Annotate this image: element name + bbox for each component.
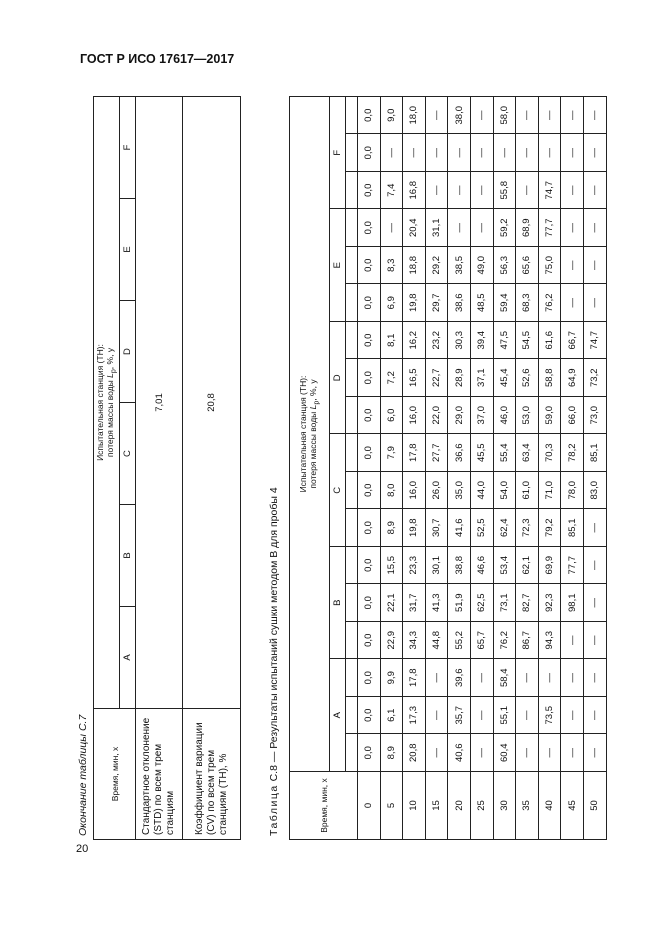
time-cell: 0 xyxy=(358,772,381,840)
value-cell: 63,4 xyxy=(516,434,539,472)
table-row xyxy=(470,97,493,840)
table-c8 xyxy=(289,96,607,840)
value-cell: 73,2 xyxy=(583,359,606,397)
value-cell: — xyxy=(516,97,539,135)
value-cell: 0,0 xyxy=(358,134,381,172)
value-cell: 0,0 xyxy=(358,209,381,247)
time-cell: 50 xyxy=(583,772,606,840)
value-cell: 29,7 xyxy=(425,284,448,322)
value-cell: 45,4 xyxy=(493,359,516,397)
value-cell: 8,0 xyxy=(380,472,403,510)
lab-header: D xyxy=(330,322,346,435)
value-cell: 6,1 xyxy=(380,697,403,735)
value-cell: 17,8 xyxy=(403,434,426,472)
value-cell: — xyxy=(425,659,448,697)
value-cell: — xyxy=(538,734,561,772)
value-cell: 23,2 xyxy=(425,322,448,360)
value-cell: — xyxy=(516,697,539,735)
value-cell: — xyxy=(448,172,471,210)
value-cell: 7,4 xyxy=(380,172,403,210)
value-cell: 0,0 xyxy=(358,397,381,435)
lab-header: E xyxy=(330,209,346,322)
value-cell: — xyxy=(380,134,403,172)
value-cell: 76,2 xyxy=(538,284,561,322)
value-cell: 56,3 xyxy=(493,247,516,285)
time-cell: 35 xyxy=(516,772,539,840)
value-cell: 0,0 xyxy=(358,547,381,585)
table-row xyxy=(358,97,381,840)
value-cell: 74,7 xyxy=(583,322,606,360)
lab-header: F xyxy=(120,97,136,199)
lab-header: A xyxy=(120,607,136,709)
value-cell: 73,0 xyxy=(583,397,606,435)
value-cell: 41,3 xyxy=(425,584,448,622)
value-cell: 38,8 xyxy=(448,547,471,585)
value-cell: 68,3 xyxy=(516,284,539,322)
value-cell: 41,6 xyxy=(448,509,471,547)
value-cell: 55,2 xyxy=(448,622,471,660)
value-cell: 75,0 xyxy=(538,247,561,285)
value-cell: — xyxy=(583,622,606,660)
time-cell: 30 xyxy=(493,772,516,840)
value-cell: 28,9 xyxy=(448,359,471,397)
value-cell: — xyxy=(470,659,493,697)
table-c7-caption: Окончание таблицы С.7 xyxy=(77,714,89,836)
value-cell: — xyxy=(583,172,606,210)
value-cell: 58,8 xyxy=(538,359,561,397)
value-cell: 73,5 xyxy=(538,697,561,735)
page-number: 20 xyxy=(76,843,89,855)
value-cell: 59,0 xyxy=(538,397,561,435)
value-cell: 0,0 xyxy=(358,659,381,697)
time-cell: 45 xyxy=(561,772,584,840)
value-cell: — xyxy=(470,697,493,735)
value-cell: 38,5 xyxy=(448,247,471,285)
cv-label: Коэффициент вариации (CV) по всем трем станциям (ТН), % xyxy=(183,709,241,840)
value-cell: 55,8 xyxy=(493,172,516,210)
value-cell: 94,3 xyxy=(538,622,561,660)
value-cell: 85,1 xyxy=(583,434,606,472)
value-cell: 39,4 xyxy=(470,322,493,360)
value-cell: — xyxy=(425,97,448,135)
value-cell: — xyxy=(583,209,606,247)
value-cell: 16,8 xyxy=(403,172,426,210)
value-cell: 79,2 xyxy=(538,509,561,547)
value-cell: 18,0 xyxy=(403,97,426,135)
time-cell: 20 xyxy=(448,772,471,840)
value-cell: 0,0 xyxy=(358,434,381,472)
time-header: Время, мин, x xyxy=(290,772,358,840)
value-cell: 35,7 xyxy=(448,697,471,735)
value-cell: — xyxy=(561,734,584,772)
lab-header: A xyxy=(330,659,346,772)
value-cell: 19,8 xyxy=(403,284,426,322)
value-cell: 44,0 xyxy=(470,472,493,510)
table-row xyxy=(403,97,426,840)
lab-header: C xyxy=(120,403,136,505)
value-cell: — xyxy=(493,134,516,172)
value-cell: 29,0 xyxy=(448,397,471,435)
value-cell: 31,1 xyxy=(425,209,448,247)
value-cell: — xyxy=(561,659,584,697)
value-cell: 83,0 xyxy=(583,472,606,510)
value-cell: 26,0 xyxy=(425,472,448,510)
lab-header: B xyxy=(330,547,346,660)
value-cell: 98,1 xyxy=(561,584,584,622)
value-cell: 65,6 xyxy=(516,247,539,285)
value-cell: 9,0 xyxy=(380,97,403,135)
value-cell: — xyxy=(516,134,539,172)
value-cell: 54,0 xyxy=(493,472,516,510)
value-cell: 27,7 xyxy=(425,434,448,472)
value-cell: 39,6 xyxy=(448,659,471,697)
value-cell: — xyxy=(561,622,584,660)
table-row xyxy=(538,97,561,840)
value-cell: 82,7 xyxy=(516,584,539,622)
value-cell: 8,1 xyxy=(380,322,403,360)
value-cell: 22,1 xyxy=(380,584,403,622)
value-cell: — xyxy=(583,547,606,585)
value-cell: 59,4 xyxy=(493,284,516,322)
value-cell: — xyxy=(561,172,584,210)
value-cell: 60,4 xyxy=(493,734,516,772)
lab-header: F xyxy=(330,97,346,210)
value-cell: 0,0 xyxy=(358,734,381,772)
value-cell: 73,1 xyxy=(493,584,516,622)
table-row xyxy=(448,97,471,840)
value-cell: 16,0 xyxy=(403,472,426,510)
value-cell: — xyxy=(425,134,448,172)
value-cell: — xyxy=(583,697,606,735)
value-cell: 16,2 xyxy=(403,322,426,360)
value-cell: — xyxy=(538,659,561,697)
value-cell: 17,3 xyxy=(403,697,426,735)
value-cell: — xyxy=(448,134,471,172)
value-cell: 6,9 xyxy=(380,284,403,322)
value-cell: 54,5 xyxy=(516,322,539,360)
value-cell: — xyxy=(516,172,539,210)
value-cell: 7,2 xyxy=(380,359,403,397)
value-cell: 0,0 xyxy=(358,472,381,510)
value-cell: — xyxy=(561,134,584,172)
lab-header: C xyxy=(330,434,346,547)
document-header: ГОСТ Р ИСО 17617—2017 xyxy=(80,52,235,66)
value-cell: 46,0 xyxy=(493,397,516,435)
time-cell: 15 xyxy=(425,772,448,840)
value-cell: 36,6 xyxy=(448,434,471,472)
value-cell: 16,0 xyxy=(403,397,426,435)
value-cell: 68,9 xyxy=(516,209,539,247)
std-label: Стандартное отклонение (STD) по всем трем станциям xyxy=(136,709,183,840)
value-cell: 62,1 xyxy=(516,547,539,585)
value-cell: 8,3 xyxy=(380,247,403,285)
value-cell: — xyxy=(583,284,606,322)
value-cell: 30,7 xyxy=(425,509,448,547)
value-cell: 55,4 xyxy=(493,434,516,472)
value-cell: 77,7 xyxy=(538,209,561,247)
value-cell: — xyxy=(425,697,448,735)
value-cell: 86,7 xyxy=(516,622,539,660)
value-cell: — xyxy=(516,734,539,772)
value-cell: 51,9 xyxy=(448,584,471,622)
value-cell: 38,6 xyxy=(448,284,471,322)
value-cell: 64,9 xyxy=(561,359,584,397)
value-cell: 70,3 xyxy=(538,434,561,472)
value-cell: 30,3 xyxy=(448,322,471,360)
table-row xyxy=(561,97,584,840)
value-cell: 6,0 xyxy=(380,397,403,435)
value-cell: 0,0 xyxy=(358,247,381,285)
value-cell: 22,7 xyxy=(425,359,448,397)
value-cell: 52,6 xyxy=(516,359,539,397)
value-cell: 44,8 xyxy=(425,622,448,660)
value-cell: 85,1 xyxy=(561,509,584,547)
time-cell: 5 xyxy=(380,772,403,840)
value-cell: 59,2 xyxy=(493,209,516,247)
value-cell: — xyxy=(561,697,584,735)
value-cell: 0,0 xyxy=(358,284,381,322)
value-cell: 66,7 xyxy=(561,322,584,360)
value-cell: 0,0 xyxy=(358,97,381,135)
value-cell: 76,2 xyxy=(493,622,516,660)
value-cell: — xyxy=(425,172,448,210)
value-cell: — xyxy=(403,134,426,172)
value-cell: 0,0 xyxy=(358,322,381,360)
value-cell: 23,3 xyxy=(403,547,426,585)
value-cell: 40,6 xyxy=(448,734,471,772)
lab-header: B xyxy=(120,505,136,607)
value-cell: 78,0 xyxy=(561,472,584,510)
value-cell: 46,6 xyxy=(470,547,493,585)
table-c8-caption: Таблица С.8 — Результаты испытаний сушки методом В для пробы 4 xyxy=(268,487,280,836)
value-cell: — xyxy=(561,97,584,135)
rotated-content xyxy=(78,95,661,840)
value-cell: 19,8 xyxy=(403,509,426,547)
value-cell: — xyxy=(425,734,448,772)
value-cell: — xyxy=(561,284,584,322)
value-cell: 77,7 xyxy=(561,547,584,585)
value-cell: 15,5 xyxy=(380,547,403,585)
value-cell: 52,5 xyxy=(470,509,493,547)
value-cell: 53,4 xyxy=(493,547,516,585)
value-cell: 0,0 xyxy=(358,584,381,622)
value-cell: 0,0 xyxy=(358,359,381,397)
value-cell: — xyxy=(538,134,561,172)
table-c7 xyxy=(93,96,241,840)
value-cell: 7,9 xyxy=(380,434,403,472)
table-row xyxy=(425,97,448,840)
value-cell: — xyxy=(470,734,493,772)
value-cell: — xyxy=(470,134,493,172)
value-cell: 29,2 xyxy=(425,247,448,285)
value-cell: 78,2 xyxy=(561,434,584,472)
value-cell: 65,7 xyxy=(470,622,493,660)
value-cell: 47,5 xyxy=(493,322,516,360)
table-row xyxy=(493,97,516,840)
value-cell: 8,9 xyxy=(380,509,403,547)
value-cell: 58,0 xyxy=(493,97,516,135)
value-cell: 48,5 xyxy=(470,284,493,322)
value-cell: 69,9 xyxy=(538,547,561,585)
value-cell: 62,5 xyxy=(470,584,493,622)
value-cell: 0,0 xyxy=(358,622,381,660)
value-cell: — xyxy=(448,209,471,247)
table-row xyxy=(583,97,606,840)
table-row xyxy=(380,97,403,840)
value-cell: — xyxy=(583,584,606,622)
value-cell: 30,1 xyxy=(425,547,448,585)
station-header: Испытательная станция (ТН): потеря массы воды $L_p$, %, y xyxy=(290,97,330,772)
time-cell: 10 xyxy=(403,772,426,840)
value-cell: 37,1 xyxy=(470,359,493,397)
value-cell: 58,4 xyxy=(493,659,516,697)
value-cell: 35,0 xyxy=(448,472,471,510)
value-cell: 74,7 xyxy=(538,172,561,210)
value-cell: 0,0 xyxy=(358,697,381,735)
value-cell: 92,3 xyxy=(538,584,561,622)
value-cell: — xyxy=(561,247,584,285)
value-cell: — xyxy=(561,209,584,247)
value-cell: 72,3 xyxy=(516,509,539,547)
station-header: Испытательная станция (ТН): потеря массы воды $L_p$, %, y xyxy=(94,97,120,709)
value-cell: — xyxy=(583,659,606,697)
value-cell: — xyxy=(516,659,539,697)
value-cell: 53,0 xyxy=(516,397,539,435)
value-cell: 34,3 xyxy=(403,622,426,660)
value-cell: 37,0 xyxy=(470,397,493,435)
value-cell: — xyxy=(538,97,561,135)
value-cell: 55,1 xyxy=(493,697,516,735)
value-cell: 66,0 xyxy=(561,397,584,435)
value-cell: 8,9 xyxy=(380,734,403,772)
value-cell: — xyxy=(470,209,493,247)
lab-header: E xyxy=(120,199,136,301)
value-cell: 49,0 xyxy=(470,247,493,285)
value-cell: 20,4 xyxy=(403,209,426,247)
value-cell: — xyxy=(583,134,606,172)
value-cell: 61,0 xyxy=(516,472,539,510)
value-cell: — xyxy=(583,509,606,547)
table-row xyxy=(516,97,539,840)
value-cell: 31,7 xyxy=(403,584,426,622)
value-cell: — xyxy=(470,97,493,135)
value-cell: 16,5 xyxy=(403,359,426,397)
time-header: Время, мин, x xyxy=(94,709,136,840)
cv-value: 20,8 xyxy=(183,97,241,709)
value-cell: 0,0 xyxy=(358,172,381,210)
value-cell: — xyxy=(583,97,606,135)
time-cell: 40 xyxy=(538,772,561,840)
value-cell: 38,0 xyxy=(448,97,471,135)
value-cell: 61,6 xyxy=(538,322,561,360)
value-cell: 17,8 xyxy=(403,659,426,697)
time-cell: 25 xyxy=(470,772,493,840)
value-cell: 45,5 xyxy=(470,434,493,472)
value-cell: — xyxy=(470,172,493,210)
value-cell: 9,9 xyxy=(380,659,403,697)
value-cell: 71,0 xyxy=(538,472,561,510)
value-cell: 0,0 xyxy=(358,509,381,547)
value-cell: 22,0 xyxy=(425,397,448,435)
value-cell: — xyxy=(583,247,606,285)
lab-header: D xyxy=(120,301,136,403)
std-value: 7,01 xyxy=(136,97,183,709)
value-cell: — xyxy=(583,734,606,772)
value-cell: 22,9 xyxy=(380,622,403,660)
value-cell: 18,8 xyxy=(403,247,426,285)
value-cell: 62,4 xyxy=(493,509,516,547)
value-cell: 20,8 xyxy=(403,734,426,772)
value-cell: — xyxy=(380,209,403,247)
